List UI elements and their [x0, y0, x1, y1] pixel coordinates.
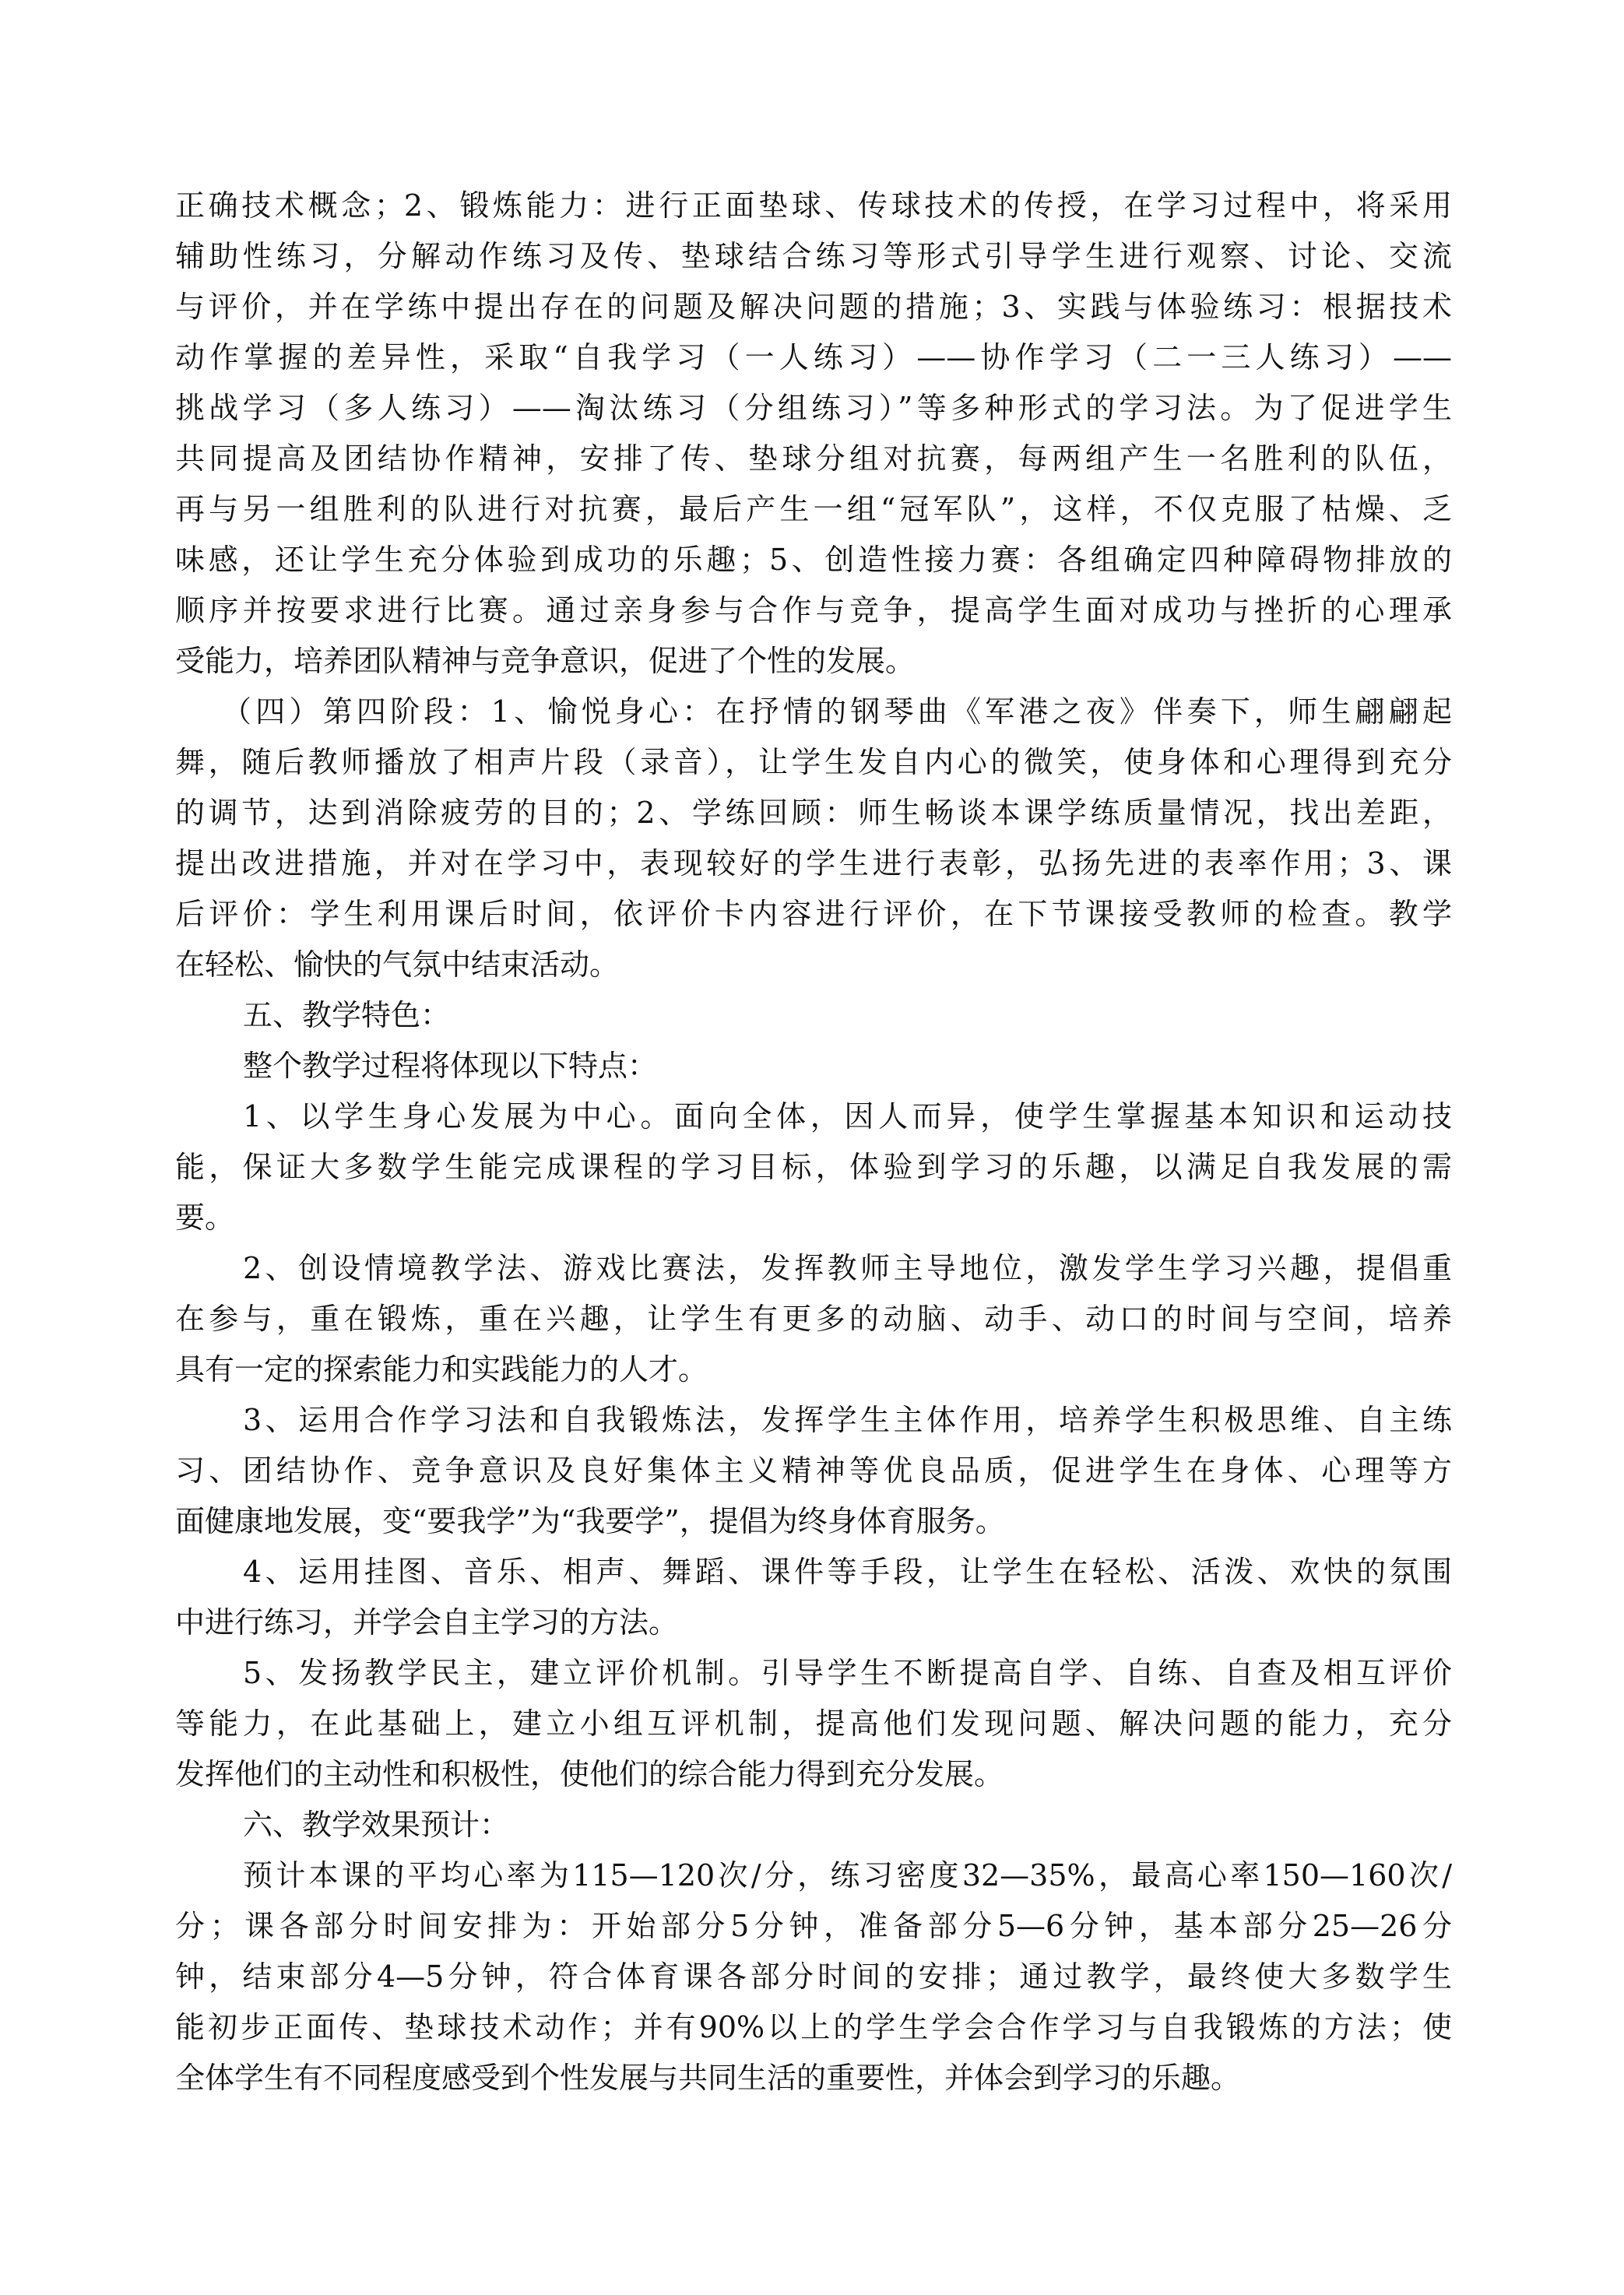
paragraph-line: 舞，随后教师播放了相声片段（录音），让学生发自内心的微笑，使身体和心理得到充分: [175, 745, 1452, 779]
paragraph-line: 辅助性练习，分解动作练习及传、垫球结合练习等形式引导学生进行观察、讨论、交流: [175, 239, 1452, 273]
paragraph-line: 整个教学过程将体现以下特点：: [243, 1049, 658, 1083]
section-heading: 五、教学特色：: [243, 998, 451, 1032]
paragraph-line: 正确技术概念；2、锻炼能力：进行正面垫球、传球技术的传授，在学习过程中，将采用: [175, 188, 1452, 223]
paragraph-line: 共同提高及团结协作精神，安排了传、垫球分组对抗赛，每两组产生一名胜利的队伍，: [175, 441, 1452, 476]
paragraph-line: 4、运用挂图、音乐、相声、舞蹈、课件等手段，让学生在轻松、活泼、欢快的氛围: [243, 1555, 1452, 1589]
paragraph-line: 中进行练习，并学会自主学习的方法。: [175, 1605, 679, 1640]
paragraph-line: 提出改进措施，并对在学习中，表现较好的学生进行表彰，弘扬先进的表率作用；3、课: [175, 846, 1452, 880]
paragraph-line: 后评价：学生利用课后时间，依评价卡内容进行评价，在下节课接受教师的检查。教学: [175, 897, 1452, 931]
paragraph-line: 1、以学生身心发展为中心。面向全体，因人而异，使学生掌握基本知识和运动技: [243, 1099, 1452, 1133]
paragraph-line: 等能力，在此基础上，建立小组互评机制，提高他们发现问题、解决问题的能力，充分: [175, 1706, 1452, 1741]
paragraph-line: 习、团结协作、竞争意识及良好集体主义精神等优良品质，促进学生在身体、心理等方: [175, 1453, 1452, 1488]
paragraph-line: 要。: [175, 1200, 235, 1235]
paragraph-line: （四）第四阶段：1、愉悦身心：在抒情的钢琴曲《军港之夜》伴奏下，师生翩翩起: [222, 694, 1452, 729]
paragraph-line: 具有一定的探索能力和实践能力的人才。: [175, 1352, 708, 1386]
paragraph-line: 钟，结束部分4—5分钟，符合体育课各部分时间的安排；通过教学，最终使大多数学生: [175, 1959, 1452, 1994]
paragraph-line: 分；课各部分时间安排为：开始部分5分钟，准备部分5—6分钟，基本部分25—26分: [175, 1909, 1452, 1943]
paragraph-line: 与评价，并在学练中提出存在的问题及解决问题的措施；3、实践与体验练习：根据技术: [175, 290, 1452, 324]
paragraph-line: 能初步正面传、垫球技术动作；并有90%以上的学生学会合作学习与自我锻炼的方法；使: [175, 2010, 1452, 2044]
paragraph-line: 全体学生有不同程度感受到个性发展与共同生活的重要性，并体会到学习的乐趣。: [175, 2061, 1241, 2095]
paragraph-line: 在参与，重在锻炼，重在兴趣，让学生有更多的动脑、动手、动口的时间与空间，培养: [175, 1302, 1452, 1336]
paragraph-line: 2、创设情境教学法、游戏比赛法，发挥教师主导地位，激发学生学习兴趣，提倡重: [243, 1251, 1452, 1285]
paragraph-line: 面健康地发展，变“要我学”为“我要学”，提倡为终身体育服务。: [175, 1504, 1005, 1538]
section-heading: 六、教学效果预计：: [243, 1808, 510, 1842]
paragraph-line: 顺序并按要求进行比赛。通过亲身参与合作与竞争，提高学生面对成功与挫折的心理承: [175, 593, 1452, 627]
paragraph-line: 发挥他们的主动性和积极性，使他们的综合能力得到充分发展。: [175, 1757, 1004, 1791]
paragraph-line: 3、运用合作学习法和自我锻炼法，发挥学生主体作用，培养学生积极思维、自主练: [243, 1403, 1452, 1437]
paragraph-line: 再与另一组胜利的队进行对抗赛，最后产生一组“冠军队”，这样，不仅克服了枯燥、乏: [175, 492, 1452, 526]
paragraph-line: 挑战学习（多人练习）——淘汰练习（分组练习）”等多种形式的学习法。为了促进学生: [175, 391, 1452, 425]
paragraph-line: 能，保证大多数学生能完成课程的学习目标，体验到学习的乐趣，以满足自我发展的需: [175, 1150, 1452, 1184]
paragraph-line: 味感，还让学生充分体验到成功的乐趣；5、创造性接力赛：各组确定四种障碍物排放的: [175, 543, 1452, 577]
paragraph-line: 受能力，培养团队精神与竞争意识，促进了个性的发展。: [175, 644, 916, 678]
paragraph-line: 预计本课的平均心率为115—120次/分，练习密度32—35%，最高心率150—160次/: [243, 1858, 1452, 1893]
paragraph-line: 的调节，达到消除疲劳的目的；2、学练回顾：师生畅谈本课学练质量情况，找出差距，: [175, 796, 1452, 830]
paragraph-line: 在轻松、愉快的气氛中结束活动。: [175, 947, 620, 982]
paragraph-line: 动作掌握的差异性，采取“自我学习（一人练习）——协作学习（二一三人练习）——: [175, 340, 1452, 374]
paragraph-line: 5、发扬教学民主，建立评价机制。引导学生不断提高自学、自练、自查及相互评价: [243, 1656, 1452, 1690]
